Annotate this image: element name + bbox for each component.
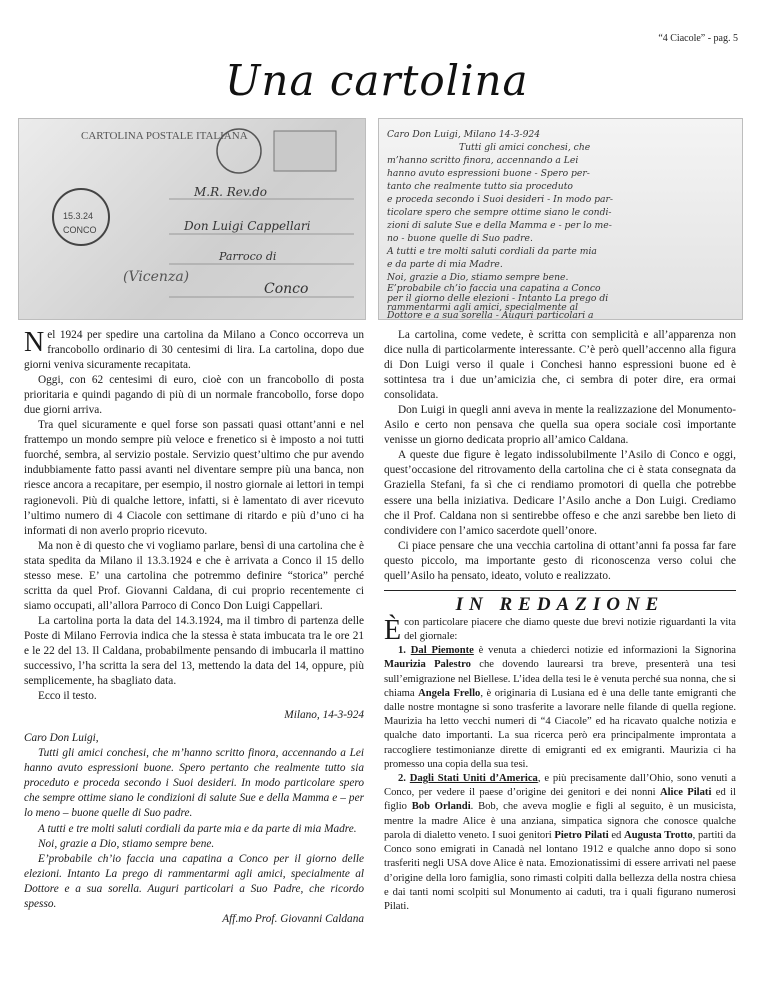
letter-line: E’probabile ch’io faccia una capatina a Conco (387, 283, 601, 294)
postcard-stamp (274, 131, 336, 171)
signature: Aff.mo Prof. Giovanni Caldana (222, 912, 364, 925)
letter-paragraph: Caro Don Luigi, (24, 732, 99, 745)
postcard-address-1: M.R. Rev.do (194, 185, 267, 199)
conco-postmark-town: CONCO (63, 225, 97, 235)
letter-line: Noi, grazie a Dio, stiamo sempre bene. (387, 272, 569, 283)
paragraph: Don Luigi in quegli anni aveva in mente la realizzazione del Monumento-Asilo e certo non pensava che quella sua opera sociale così importante venisse un giorno dedicata proprio all’amico Caldana. (384, 404, 736, 447)
redazione-intro: È con particolare piacere che diamo queste due brevi notizie riguardanti la vita del giornale: (384, 614, 736, 646)
letter-line: Tutti gli amici conchesi, che (459, 142, 591, 153)
right-column (384, 328, 736, 914)
postcard-province: (Vicenza) (123, 269, 190, 285)
letter-line: zioni di salute Sue e della Mamma e - per lo me- (387, 220, 612, 231)
letter-line: Dottore e a sua sorella - Auguri particolari a (387, 310, 594, 319)
letter-line: e proceda secondo i Suoi desideri - In modo par- (387, 194, 614, 205)
redazione-body (384, 616, 736, 914)
postcard-address-2: Don Luigi Cappellari (184, 219, 311, 233)
redazione-item-1: 1. Dal Piemonte è venuta a chiederci notizie ed informazioni la Signorina Maurizia Palestro che dovendo laurearsi tra breve, presenterà una tesi sull’emigrazione nel Biellese. L’idea della tesi le è venuta perché sua nonna, che si chiama Angela Frello, è originaria di Lusiana ed è una delle tante emigranti che dalle nostre montagne si sono trasferite a lavorare nelle filande di quella regione. Maurizia ha letto vecchi numeri di “4 Ciacole” ed ha ricavato qualche notizia e qualche dato importanti. La sua ricerca però era principalmente improntata a raccogliere testimonianze dirette di emigranti ed ex emigranti. Maurizia ci ha promesso una copia della sua tesi. (384, 645, 737, 770)
redazione-title: IN REDAZIONE (455, 593, 665, 615)
paragraph: Ci piace pensare che una vecchia cartolina di ottant’anni fa possa far fare questo piccolo, ma importante gesto di riconoscenza verso colui che quell’Asilo ha pensato, ideato, voluto e realizzato. (384, 539, 736, 582)
letter-transcription (24, 731, 364, 912)
letter-photo (378, 118, 743, 320)
letter-line: hanno avuto espressioni buone - Spero per- (387, 168, 590, 179)
left-column (24, 328, 364, 927)
postcard-address-3: Parroco di (219, 250, 277, 263)
paragraph: La cartolina, come vedete, è scritta con semplicità e all’apparenza non dice nulla di particolarmente interessante. C’è però quell’accenno alla figura di Don Luigi verso il quale i Conchesi hanno espressioni buone ed è sottintesa tra i due un’amicizia che, ci sembra di poter dire, era ormai consolidata. (384, 329, 736, 402)
letter-paragraph: A tutti e tre molti saluti cordiali da parte mia e da parte di mia Madre. (38, 822, 357, 835)
paragraph: Tra quel sicuramente e quel forse son passati quasi ottant’anni e nel frattempo un mondo sempre più veloce e frenetico si è imposto a noi tutti fuorché, sembra, al servizio postale. Servizio quest’ultimo che pur avendo indubbiamente fatto passi avanti nel diventare sempre più una banca, non riesce ancora a recapitare, per esempio, il nostro giornale ai lettori in tempi ragionevoli. Più di qualche lettore, infatti, si è lamentato di aver ricevuto l’ultimo numero di 4 Ciacole con settimane di ritardo e più d’uno ci ha informati di non averlo proprio ricevuto. (24, 419, 364, 537)
letter-line: Caro Don Luigi, Milano 14-3-924 (387, 129, 541, 140)
paragraph: La cartolina porta la data del 14.3.1924, ma il timbro di partenza delle Poste di Milano Ferrovia indica che la stessa è stata imbucata tra le ore 21 e le 22 del 13. Il Caldana, probabilmente pensando di imbucarla il mattino successivo, l’ha scritta la sera del 13, mettendo la data del 14, oppure, più semplicemente, ha sbagliato data. (24, 614, 364, 688)
drop-cap: N (24, 327, 45, 358)
drop-cap: È (384, 614, 402, 646)
postcard-photo (18, 118, 366, 320)
postcard-address-4: Conco (264, 281, 309, 297)
redazione-item-2: 2. Dagli Stati Uniti d’America, e più precisamente dall’Ohio, sono venuti a Conco, per vedere il paese d’origine dei genitori e dei nonni Alice Pilati ed il figlio Bob Orlandi. Bob, che aveva moglie e figli al seguito, è un musicista, mentre la madre Alice è una anziana, simpatica signora che conosce qualche parola di dialetto veneto. I suoi genitori Pietro Pilati ed Augusta Trotto, partiti da Conco sono emigrati in Canadà nel lontano 1912 e qualche anno dopo si sono trasferiti negli USA dove Alice è nata. Emozionatissimi di essere arrivati nel paese d’origine della loro famiglia, sono rimasti colpiti dalla bellezza della nostra chiesa e dai tanti nomi scolpiti sul Monumento ai caduti, tra i quali figurano numerosi Pilati. (384, 773, 737, 912)
letter-line: rammentarmi agli amici, specialmente al (387, 302, 579, 313)
letter-paragraph: Tutti gli amici conchesi, che m’hanno scritto finora, accennando a Lei hanno avuto espressioni buone. Spero pertanto che realmente tutto sia proceduto e proceda secondo i Suoi desideri. In modo particolare spero che sempre ottime siano le condizioni di salute Sue e della Mamma e – per lo meno – buone quelle di Suo padre. (24, 747, 364, 820)
conco-postmark-date: 15.3.24 (63, 211, 94, 221)
paragraph: Ecco il testo. (38, 690, 97, 703)
letter-line: A tutti e tre molti saluti cordiali da parte mia (387, 246, 597, 257)
letter-line: e da parte di mia Madre. (387, 259, 503, 270)
letter-line: ticolare spero che sempre ottime siano le condi- (387, 207, 612, 218)
paragraph: A queste due figure è legato indissolubilmente l’Asilo di Conco e oggi, quest’occasione del ritrovamento della cartolina che ci è stata consegnata da Graziella Stefani, fa sì che ci rendiamo promotori di quella che potrebbe essere una bella iniziativa. Dedicare l’Asilo anche a Don Luigi. Crediamo che il Prof. Caldana non si sentirebbe offeso e che anzi sarebbe ben lieto di condividere con l’amico sacerdote quell’onore. (384, 449, 736, 537)
letter-line: tanto che realmente tutto sia proceduto (387, 181, 573, 192)
article-title: Una cartolina (225, 56, 529, 105)
paragraph: Oggi, con 62 centesimi di euro, cioè con un francobollo di posta prioritaria e quindi pagando di più di un normale francobollo, forse dopo due giorni arriva. (24, 374, 364, 417)
letter-date: Milano, 14-3-924 (284, 709, 364, 722)
paragraph: Nel 1924 per spedire una cartolina da Milano a Conco occorreva un francobollo ordinario di 30 centesimi di lira. La cartolina, dopo due giorni veniva sicuramente recapitata. (24, 327, 364, 372)
letter-line: m’hanno scritto finora, accennando a Lei (387, 155, 579, 166)
letter-paragraph: Noi, grazie a Dio, stiamo sempre bene. (38, 837, 215, 850)
paragraph: Ma non è di questo che vi vogliamo parlare, bensì di una cartolina che è stata spedita da Milano il 13.3.1924 e che è arrivata a Conco il 15 dello stesso mese. E’ una cartolina che potremmo definire “storica” perché scritta da quel Prof. Giovanni Caldana, di cui proprio recentemente ci siamo occupati, all’allora Parroco di Conco Don Luigi Cappellari. (24, 539, 364, 612)
postcard-heading: CARTOLINA POSTALE ITALIANA (81, 130, 248, 142)
redazione-box (384, 590, 736, 914)
page-header-ref: “4 Ciacole” - pag. 5 (658, 33, 738, 44)
letter-line: no - buone quelle di Suo padre. (387, 233, 533, 244)
letter-line: per il giorno delle elezioni - Intanto La prego di (387, 293, 609, 304)
letter-paragraph: E’probabile ch’io faccia una capatina a Conco per il giorno delle elezioni. Intanto La prego di rammentarmi agli amici, specialmente al Dottore e a sua sorella. Auguri particolari a Suo Padre, che ricordo spesso. (24, 852, 364, 910)
